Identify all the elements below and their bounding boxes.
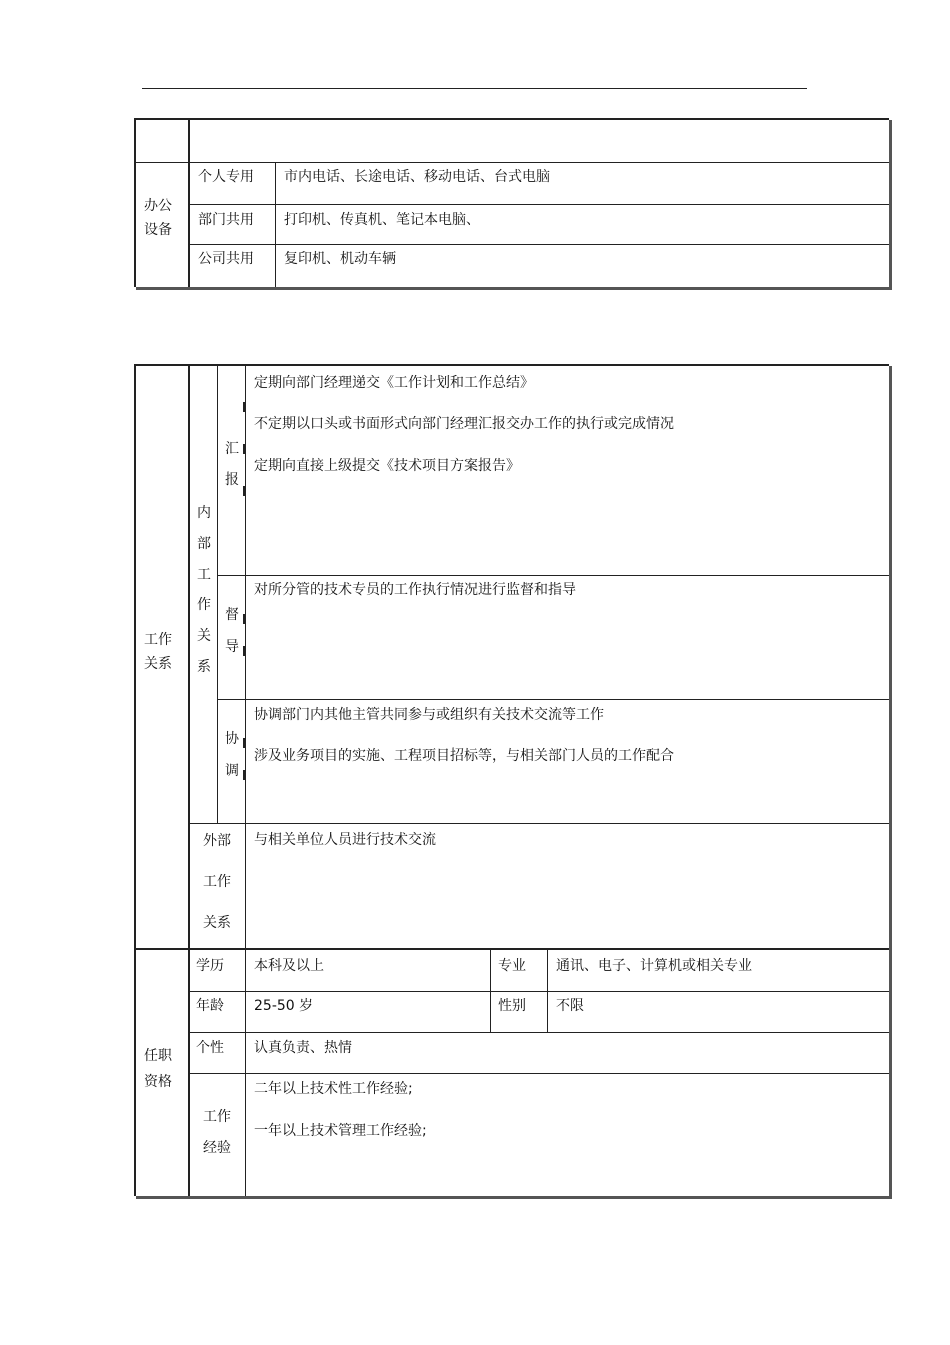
supervise-label-2: 导 [225,639,239,655]
work-relations-label-1: 工作 [144,632,172,648]
equipment-type-company: 公司共用 [198,251,254,267]
row-divider [188,204,889,205]
personality-label: 个性 [196,1040,224,1056]
equipment-items-department: 打印机、传真机、笔记本电脑、 [284,212,480,228]
empty-row-cell [188,120,889,162]
column-divider [188,366,190,948]
report-label-2: 报 [225,472,239,488]
education-value: 本科及以上 [254,958,324,974]
work-relations-label-2: 关系 [144,656,172,672]
equipment-items-company: 复印机、机动车辆 [284,251,396,267]
external-line-1: 与相关单位人员进行技术交流 [254,832,436,848]
row-divider [217,699,889,700]
report-line-3: 定期向直接上级提交《技术项目方案报告》 [254,458,520,474]
office-equipment-label-2: 设备 [144,222,172,238]
row-divider [217,575,889,576]
qualifications-label-1: 任职 [144,1048,172,1064]
column-divider [188,948,190,1196]
coordinate-line-1: 协调部门内其他主管共同参与或组织有关技术交流等工作 [254,707,604,723]
office-equipment-label-1: 办公 [144,198,172,214]
personality-value: 认真负责、热情 [254,1040,352,1056]
supervise-label-1: 督 [225,607,239,623]
row-divider [188,823,889,824]
experience-line-2: 一年以上技术管理工作经验; [254,1123,427,1139]
column-divider [217,366,218,823]
coordinate-label-2: 调 [225,763,239,779]
row-divider [188,1032,889,1033]
major-label: 专业 [498,958,526,974]
column-divider [188,162,190,287]
experience-line-1: 二年以上技术性工作经验; [254,1081,413,1097]
job-description-table: 工作 关系 内 部 工 作 关 系 汇 报 定期向部门经理递交《工作计划和工作总结》 不定期以口头或书面形式向部门经理汇报交办工作的执行或完成情况 定期向直接上级提交《技术项目方案报告》 督 导 对所分管的技术专员的工作执行情况进行监督和指导 协 调 协调部门内其他主管共同参与或组织有关技术交流等工作 涉及业务项目的实施、工程项目招标等，与相关部门人员的工作配合 外部 工作 关系 与相关单位人员进行技术交流 任职 资格 学历 本科及以上 专业 通讯、电子、计算机或相关专业 年龄 25-50 岁 性别 不限 个性 认真负责、热情 工作 经验 二年以上技术性工作经验; 一年以上技术管理工作经验; [134,364,889,1196]
report-label-1: 汇 [225,441,239,457]
row-divider [136,162,889,163]
column-divider [275,162,276,287]
office-equipment-table [134,118,889,287]
row-divider [188,991,889,992]
coordinate-line-2: 涉及业务项目的实施、工程项目招标等，与相关部门人员的工作配合 [254,748,674,764]
equipment-items-personal: 市内电话、长途电话、移动电话、台式电脑 [284,169,550,185]
row-divider [188,244,889,245]
age-value: 25-50 岁 [254,998,314,1014]
section-divider [136,948,889,950]
gender-label: 性别 [498,998,526,1014]
supervise-line-1: 对所分管的技术专员的工作执行情况进行监督和指导 [254,582,576,598]
education-label: 学历 [196,958,224,974]
column-divider [490,948,491,1032]
header-rule [142,88,807,89]
age-label: 年龄 [196,998,224,1014]
column-divider [245,366,246,948]
equipment-type-personal: 个人专用 [198,169,254,185]
coordinate-label-1: 协 [225,731,239,747]
column-divider [245,948,246,1196]
equipment-type-department: 部门共用 [198,212,254,228]
report-line-2: 不定期以口头或书面形式向部门经理汇报交办工作的执行或完成情况 [254,416,674,432]
column-divider [547,948,548,1032]
qualifications-label-2: 资格 [144,1074,172,1090]
row-divider [188,1073,889,1074]
gender-value: 不限 [556,998,584,1014]
major-value: 通讯、电子、计算机或相关专业 [556,958,752,974]
report-line-1: 定期向部门经理递交《工作计划和工作总结》 [254,375,534,391]
